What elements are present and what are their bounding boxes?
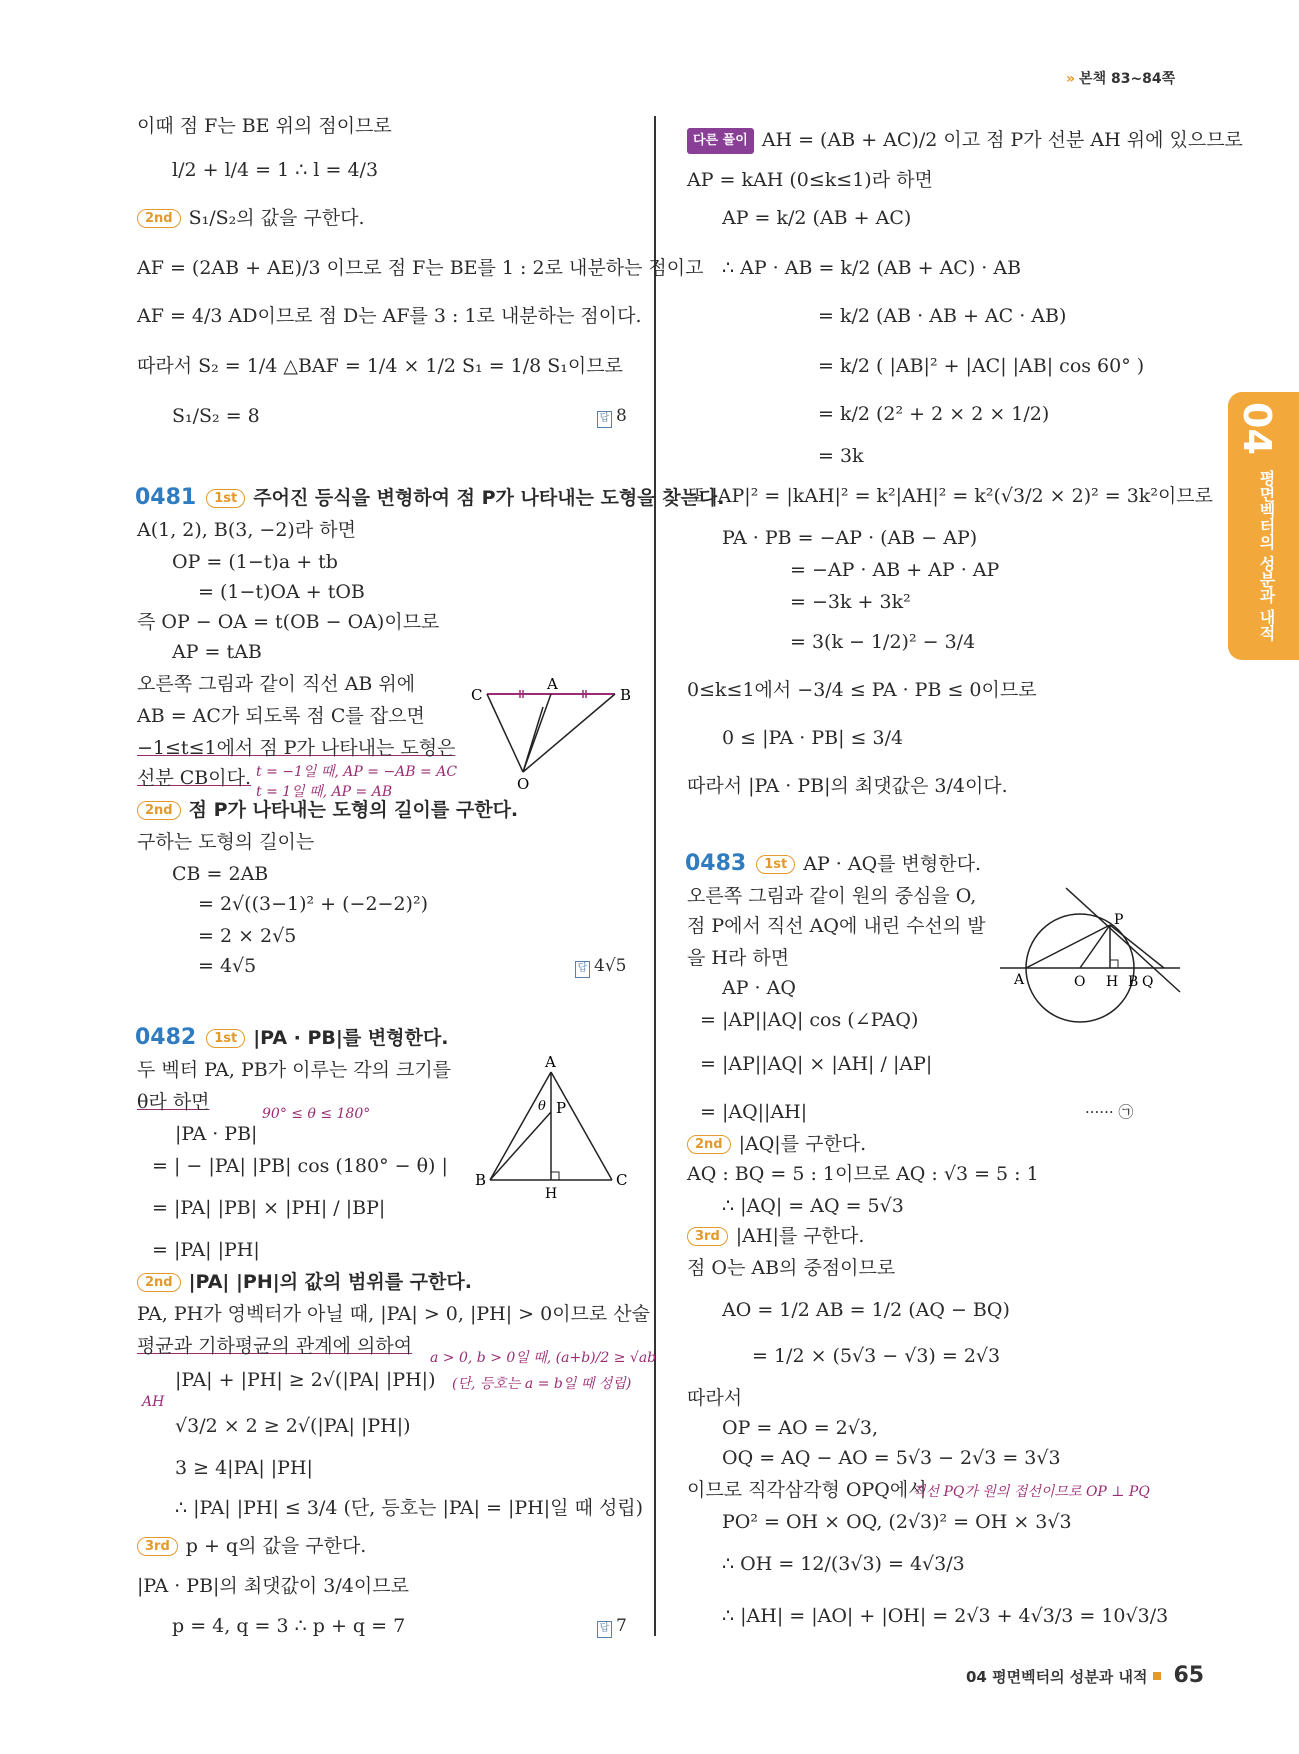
chapter-tab-title: 평면벡터의 성분과 내적 xyxy=(1257,470,1276,642)
text-line: θ라 하면 xyxy=(137,1091,210,1113)
step-line: 2nd S₁/S₂의 값을 구한다. xyxy=(137,206,365,230)
point-label-A: A xyxy=(1014,972,1025,988)
point-label-A: A xyxy=(545,1053,556,1071)
equation: l/2 + l/4 = 1 ∴ l = 4/3 xyxy=(172,159,379,181)
equation: = 4√5 xyxy=(198,955,257,977)
equation: = |AQ||AH| xyxy=(700,1101,808,1123)
point-label-B: B xyxy=(1128,974,1139,990)
page-footer: 04 평면벡터의 성분과 내적 65 xyxy=(966,1663,1205,1688)
equation: ∴ |AQ| = AQ = 5√3 xyxy=(722,1195,904,1217)
step-line: 3rd p + q의 값을 구한다. xyxy=(137,1534,366,1558)
answer: 답 4√5 xyxy=(575,954,626,978)
equation: AO = 1/2 AB = 1/2 (AQ − BQ) xyxy=(722,1299,1010,1321)
side-note: (단, 등호는 a = b일 때 성립) xyxy=(452,1376,632,1392)
point-label-Q: Q xyxy=(1142,974,1154,990)
problem-number: 0483 xyxy=(685,851,747,876)
column-divider xyxy=(654,116,656,1636)
equation: = (1−t)OA + tOB xyxy=(198,581,365,603)
text-line: 평균과 기하평균의 관계에 의하여 xyxy=(137,1335,413,1357)
equation: = |AP||AQ| cos (∠PAQ) xyxy=(700,1009,919,1031)
point-label-C: C xyxy=(471,686,483,704)
page-reference: » 본책 83~84쪽 xyxy=(1066,71,1176,87)
point-label-B: B xyxy=(620,686,632,704)
equation: |PA| + |PH| ≥ 2√(|PA| |PH|) xyxy=(175,1369,436,1391)
equation: OP = (1−t)a + tb xyxy=(172,551,338,573)
alt-solution-badge: 다른 풀이 xyxy=(687,128,754,154)
equation: = 1/2 × (5√3 − √3) = 2√3 xyxy=(752,1345,1001,1367)
figure-0483 xyxy=(998,880,1182,1030)
equation: AP = k/2 (AB + AC) xyxy=(722,207,912,229)
step-line: 2nd 점 P가 나타내는 도형의 길이를 구한다. xyxy=(137,798,518,822)
equation: PO² = OH × OQ, (2√3)² = OH × 3√3 xyxy=(722,1511,1072,1533)
text-line: 따라서 |PA · PB|의 최댓값은 3/4이다. xyxy=(687,775,1008,797)
answer-icon: 답 xyxy=(575,961,590,978)
text-line: 이므로 직각삼각형 OPQ에서 xyxy=(687,1479,927,1501)
equation: |PA · PB| xyxy=(175,1123,258,1145)
equation: = |AP||AQ| × |AH| / |AP| xyxy=(700,1053,933,1075)
answer-icon: 답 xyxy=(597,411,612,428)
point-label-A: A xyxy=(547,675,558,693)
point-label-H: H xyxy=(1106,974,1119,990)
equation: √3/2 × 2 ≥ 2√(|PA| |PH|) xyxy=(175,1415,411,1437)
text-line: 구하는 도형의 길이는 xyxy=(137,831,315,853)
equation: 즉 OP − OA = t(OB − OA)이므로 xyxy=(137,611,440,633)
equation: 3 ≥ 4|PA| |PH| xyxy=(175,1457,313,1479)
equation-mark: ······ ㉠ xyxy=(1085,1103,1134,1121)
point-label-C: C xyxy=(616,1171,628,1189)
equation: p = 4, q = 3 ∴ p + q = 7 xyxy=(172,1615,406,1637)
equation: = | − |PA| |PB| cos (180° − θ) | xyxy=(152,1155,448,1177)
step-line: 2nd |AQ|를 구한다. xyxy=(687,1132,866,1156)
problem-number: 0482 xyxy=(135,1025,197,1050)
page-number: 65 xyxy=(1173,1663,1205,1688)
text-line: 오른쪽 그림과 같이 원의 중심을 O, xyxy=(687,885,977,907)
problem-header: 0481 1st 주어진 등식을 변형하여 점 P가 나타내는 도형을 찾는다. xyxy=(135,485,725,510)
equation: 또 |AP|² = |kAH|² = k²|AH|² = k²(√3/2 × 2)² = 3k²이므로 xyxy=(687,485,1214,507)
text-line: 을 H라 하면 xyxy=(687,947,790,969)
point-label-P: P xyxy=(1114,912,1124,928)
text-line: 따라서 xyxy=(687,1387,743,1409)
equation: AF = (2AB + AE)/3 이므로 점 F는 BE를 1 : 2로 내분하는 점이고 xyxy=(137,257,704,279)
text-line: 오른쪽 그림과 같이 직선 AB 위에 xyxy=(137,673,416,695)
step-badge: 2nd xyxy=(137,209,181,228)
equation: = 2√((3−1)² + (−2−2)²) xyxy=(198,893,428,915)
point-label-H: H xyxy=(545,1186,558,1200)
side-note: 직선 PQ가 원의 접선이므로 OP ⊥ PQ xyxy=(912,1484,1150,1500)
answer-icon: 답 xyxy=(597,1621,612,1638)
equation: = 2 × 2√5 xyxy=(198,925,297,947)
equation: AP · AQ xyxy=(722,977,796,999)
text-line: 점 O는 AB의 중점이므로 xyxy=(687,1257,896,1279)
text-line: |PA · PB|의 최댓값이 3/4이므로 xyxy=(137,1575,409,1597)
step-line: 3rd |AH|를 구한다. xyxy=(687,1224,864,1248)
equation: AF = 4/3 AD이므로 점 D는 AF를 3 : 1로 내분하는 점이다. xyxy=(137,305,642,327)
equation: PA · PB = −AP · (AB − AP) xyxy=(722,527,978,549)
problem-header: 0483 1st AP · AQ를 변형한다. xyxy=(685,851,982,876)
side-note: AH xyxy=(142,1394,165,1410)
square-bullet-icon xyxy=(1153,1672,1161,1680)
alt-solution-line: 다른 풀이 AH = (AB + AC)/2 이고 점 P가 선분 AH 위에 있으므로 xyxy=(687,128,1243,154)
equation: = −3k + 3k² xyxy=(790,591,911,613)
equation: = −AP · AB + AP · AP xyxy=(790,559,1000,581)
equation: CB = 2AB xyxy=(172,863,269,885)
problem-number: 0481 xyxy=(135,485,197,510)
equation: S₁/S₂ = 8 xyxy=(172,405,260,427)
side-note: t = −1일 때, AP = −AB = AC xyxy=(256,764,458,780)
equation: = |PA| |PH| xyxy=(152,1239,260,1261)
text-line: 점 P에서 직선 AQ에 내린 수선의 발 xyxy=(687,915,986,937)
answer: 답 8 xyxy=(597,404,627,428)
step-line: 2nd |PA| |PH|의 값의 범위를 구한다. xyxy=(137,1270,472,1294)
figure-0482 xyxy=(470,1050,640,1200)
equation: 0 ≤ |PA · PB| ≤ 3/4 xyxy=(722,727,904,749)
problem-header: 0482 1st |PA · PB|를 변형한다. xyxy=(135,1025,449,1050)
equation: 0≤k≤1에서 −3/4 ≤ PA · PB ≤ 0이므로 xyxy=(687,679,1037,701)
point-label-B: B xyxy=(475,1171,487,1189)
equation: ∴ |PA| |PH| ≤ 3/4 (단, 등호는 |PA| = |PH|일 때 성립) xyxy=(175,1497,644,1519)
equation: = k/2 (2² + 2 × 2 × 1/2) xyxy=(818,403,1050,425)
double-chevron-icon: » xyxy=(1066,71,1076,87)
point-label-O: O xyxy=(1074,974,1086,990)
equation: = 3k xyxy=(818,445,864,467)
point-label-O: O xyxy=(517,775,530,792)
equation: ∴ OH = 12/(3√3) = 4√3/3 xyxy=(722,1553,965,1575)
text-line: 선분 CB이다. xyxy=(137,767,251,789)
equation: = 3(k − 1/2)² − 3/4 xyxy=(790,631,976,653)
figure-0481 xyxy=(465,672,635,792)
text-line: 이때 점 F는 BE 위의 점이므로 xyxy=(137,115,392,137)
text-line: −1≤t≤1에서 점 P가 나타내는 도형은 xyxy=(137,737,456,759)
side-note: 90° ≤ θ ≤ 180° xyxy=(262,1106,371,1122)
equation: OP = AO = 2√3, xyxy=(722,1417,878,1439)
angle-label-theta: θ xyxy=(538,1099,546,1114)
side-note: a > 0, b > 0일 때, (a+b)/2 ≥ √ab xyxy=(430,1350,657,1366)
equation: 따라서 S₂ = 1/4 △BAF = 1/4 × 1/2 S₁ = 1/8 S₁이므로 xyxy=(137,355,623,377)
equation: AP = kAH (0≤k≤1)라 하면 xyxy=(687,169,933,191)
chapter-tab-number: 04 xyxy=(1235,402,1279,455)
equation: = k/2 (AB · AB + AC · AB) xyxy=(818,305,1067,327)
text-line: PA, PH가 영벡터가 아닐 때, |PA| > 0, |PH| > 0이므로 산술 xyxy=(137,1303,651,1325)
text-line: A(1, 2), B(3, −2)라 하면 xyxy=(137,519,356,541)
equation: AP = tAB xyxy=(172,641,262,663)
text-line: AB = AC가 되도록 점 C를 잡으면 xyxy=(137,705,425,727)
answer: 답 7 xyxy=(597,1614,627,1638)
equation: = k/2 ( |AB|² + |AC| |AB| cos 60° ) xyxy=(818,355,1145,377)
equation: = |PA| |PB| × |PH| / |BP| xyxy=(152,1197,386,1219)
equation: AQ : BQ = 5 : 1이므로 AQ : √3 = 5 : 1 xyxy=(687,1163,1039,1185)
side-note: t = 1일 때, AP = AB xyxy=(256,784,393,800)
equation: ∴ AP · AB = k/2 (AB + AC) · AB xyxy=(722,257,1022,279)
equation: ∴ |AH| = |AO| + |OH| = 2√3 + 4√3/3 = 10√3/3 xyxy=(722,1605,1169,1627)
equation: OQ = AQ − AO = 5√3 − 2√3 = 3√3 xyxy=(722,1447,1061,1469)
text-line: 두 벡터 PA, PB가 이루는 각의 크기를 xyxy=(137,1059,452,1081)
point-label-P: P xyxy=(556,1099,567,1117)
